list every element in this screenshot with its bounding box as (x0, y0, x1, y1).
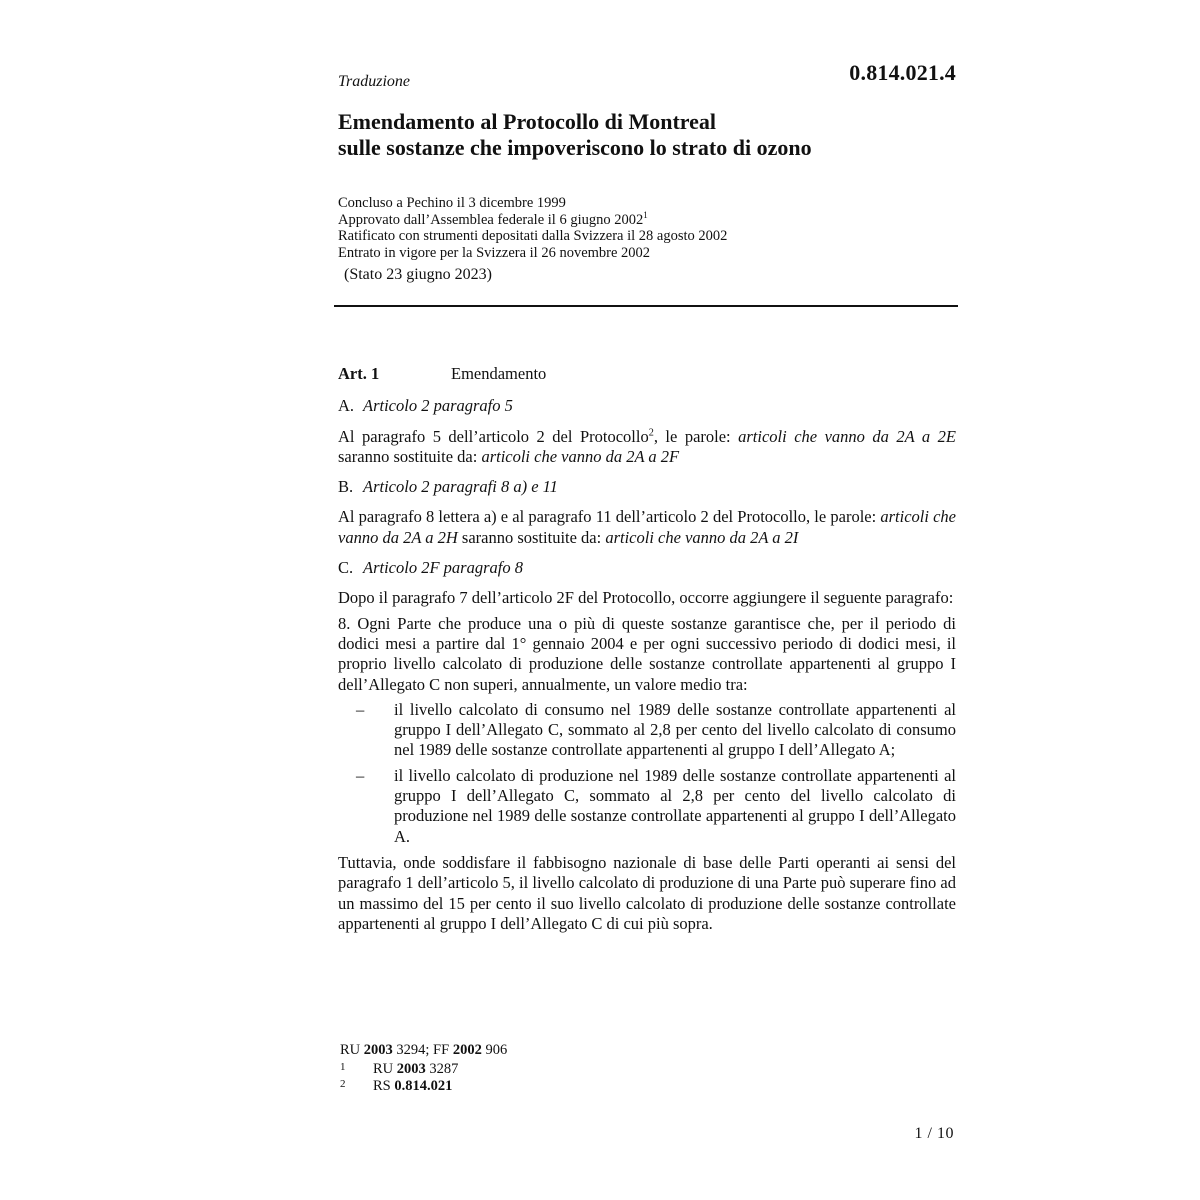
bold-run: 2003 (396, 1061, 426, 1077)
section-c-heading (338, 558, 956, 578)
concluded-line: Concluso a Pechino il 3 dicembre 1999 (338, 195, 566, 211)
approved-text: Approvato dall’Assemblea federale il 6 giugno 2002 (338, 211, 644, 228)
list-item-text: il livello calcolato di produzione nel 1989 delle sostanze controllate appartenenti al gruppo I dell’Allegato C, sommato al 2,8 per cento del livello calcolato di produzione nel 1989 delle sostanze controllate appartenenti al gruppo I dell’Allegato A. (394, 765, 956, 846)
footnote-mark: 2 (340, 1078, 346, 1090)
text-run: saranno sostituite da: (457, 527, 606, 547)
dash-bullet: – (356, 699, 365, 719)
section-a-letter: A. (338, 396, 355, 416)
text-run: RS (373, 1078, 395, 1094)
section-a-heading (338, 396, 956, 416)
italic-run: articoli che vanno da 2A a 2I (605, 527, 799, 547)
sr-number: 0.814.021.4 (849, 60, 956, 85)
article-title: Emendamento (451, 364, 547, 383)
status-date: (Stato 23 giugno 2023) (344, 266, 492, 283)
text-run: Al paragrafo 5 dell’articolo 2 del Protocollo (338, 426, 649, 446)
paragraph-8: 8. Ogni Parte che produce una o più di queste sostanze garantisce che, per il periodo di dodici mesi a partire dal 1° gennaio 2004 e per ogni successivo periodo di dodici mesi, il proprio livello calcolato di produzione delle sostanze controllate appartenenti al gruppo I dell’Allegato C non superi, annualmente, un valore medio tra: (338, 613, 956, 694)
ratified-line: Ratificato con strumenti depositati dalla Svizzera il 28 agosto 2002 (338, 228, 728, 244)
dash-bullet: – (356, 765, 365, 785)
footnote-1 (340, 1061, 507, 1078)
approved-line (338, 209, 727, 229)
section-b-heading (338, 477, 956, 497)
section-b-letter: B. (338, 477, 354, 497)
section-b-name: Articolo 2 paragrafi 8 a) e 11 (363, 477, 558, 497)
article-heading (338, 364, 956, 384)
in-force-line: Entrato in vigore per la Svizzera il 26 novembre 2002 (338, 244, 651, 261)
text-run: RU (373, 1061, 397, 1077)
document-metadata (338, 195, 727, 261)
header-divider (334, 305, 958, 307)
italic-run: articoli che vanno da 2A a 2F (481, 446, 680, 466)
footnote-text (373, 1061, 458, 1078)
text-run: 3294; FF (392, 1042, 453, 1058)
text-run: saranno sostituite da: (338, 446, 482, 466)
bold-run: 0.814.021 (394, 1078, 453, 1094)
footnote-2 (340, 1078, 507, 1095)
section-c-letter: C. (338, 558, 354, 578)
list-item (338, 766, 956, 847)
document-title (338, 109, 812, 161)
text-run: RU (340, 1042, 364, 1058)
text-run: , le parole: (653, 426, 739, 446)
text-run: 906 (481, 1042, 508, 1058)
closing-paragraph: Tuttavia, onde soddisfare il fabbisogno nazionale di base delle Parti operanti ai sensi del paragrafo 1 dell’articolo 5, il livello calcolato di produzione di una Parte può superare fino ad un massimo del 15 per cento il suo livello calcolato di produzione delle sostanze controllate appartenenti al gruppo I dell’Allegato C di cui più sopra. (338, 852, 956, 933)
bold-run: 2003 (363, 1042, 393, 1058)
document-page (338, 60, 956, 1150)
footnote-mark: 1 (340, 1061, 346, 1073)
article-body (338, 364, 956, 944)
section-a-name: Articolo 2 paragrafo 5 (363, 396, 513, 416)
section-c-name: Articolo 2F paragrafo 8 (363, 558, 523, 578)
section-a-paragraph (338, 427, 956, 468)
italic-run: articoli che vanno da 2A a 2E (738, 426, 957, 446)
footnotes (340, 1042, 507, 1095)
title-line-2: sulle sostanze che impoveriscono lo strato di ozono (338, 135, 812, 160)
title-line-1: Emendamento al Protocollo di Montreal (338, 109, 717, 134)
footnote-ref-2[interactable]: 2 (648, 427, 654, 439)
text-run: 3287 (425, 1061, 459, 1077)
bold-run: 2002 (452, 1042, 482, 1058)
page-number: 1 / 10 (914, 1125, 954, 1142)
footnote-ref-1[interactable]: 1 (643, 209, 648, 220)
text-run: Al paragrafo 8 lettera a) e al paragrafo 11 dell’articolo 2 del Protocollo, le parole: (338, 507, 881, 527)
translation-label: Traduzione (338, 73, 411, 90)
section-b-paragraph (338, 507, 956, 548)
italic-run: articoli che vanno da 2A a 2H (338, 507, 956, 547)
list-item-text: il livello calcolato di consumo nel 1989 delle sostanze controllate appartenenti al gruppo I dell’Allegato C, sommato al 2,8 per cento del livello calcolato di consumo nel 1989 delle sostanze controllate appartenenti al gruppo I dell’Allegato A; (394, 699, 956, 760)
source-reference (340, 1042, 507, 1059)
footnote-text (373, 1078, 452, 1095)
article-number: Art. 1 (338, 364, 380, 383)
list-item (338, 700, 956, 761)
section-c-intro: Dopo il paragrafo 7 dell’articolo 2F del Protocollo, occorre aggiungere il seguente paragrafo: (338, 588, 954, 608)
